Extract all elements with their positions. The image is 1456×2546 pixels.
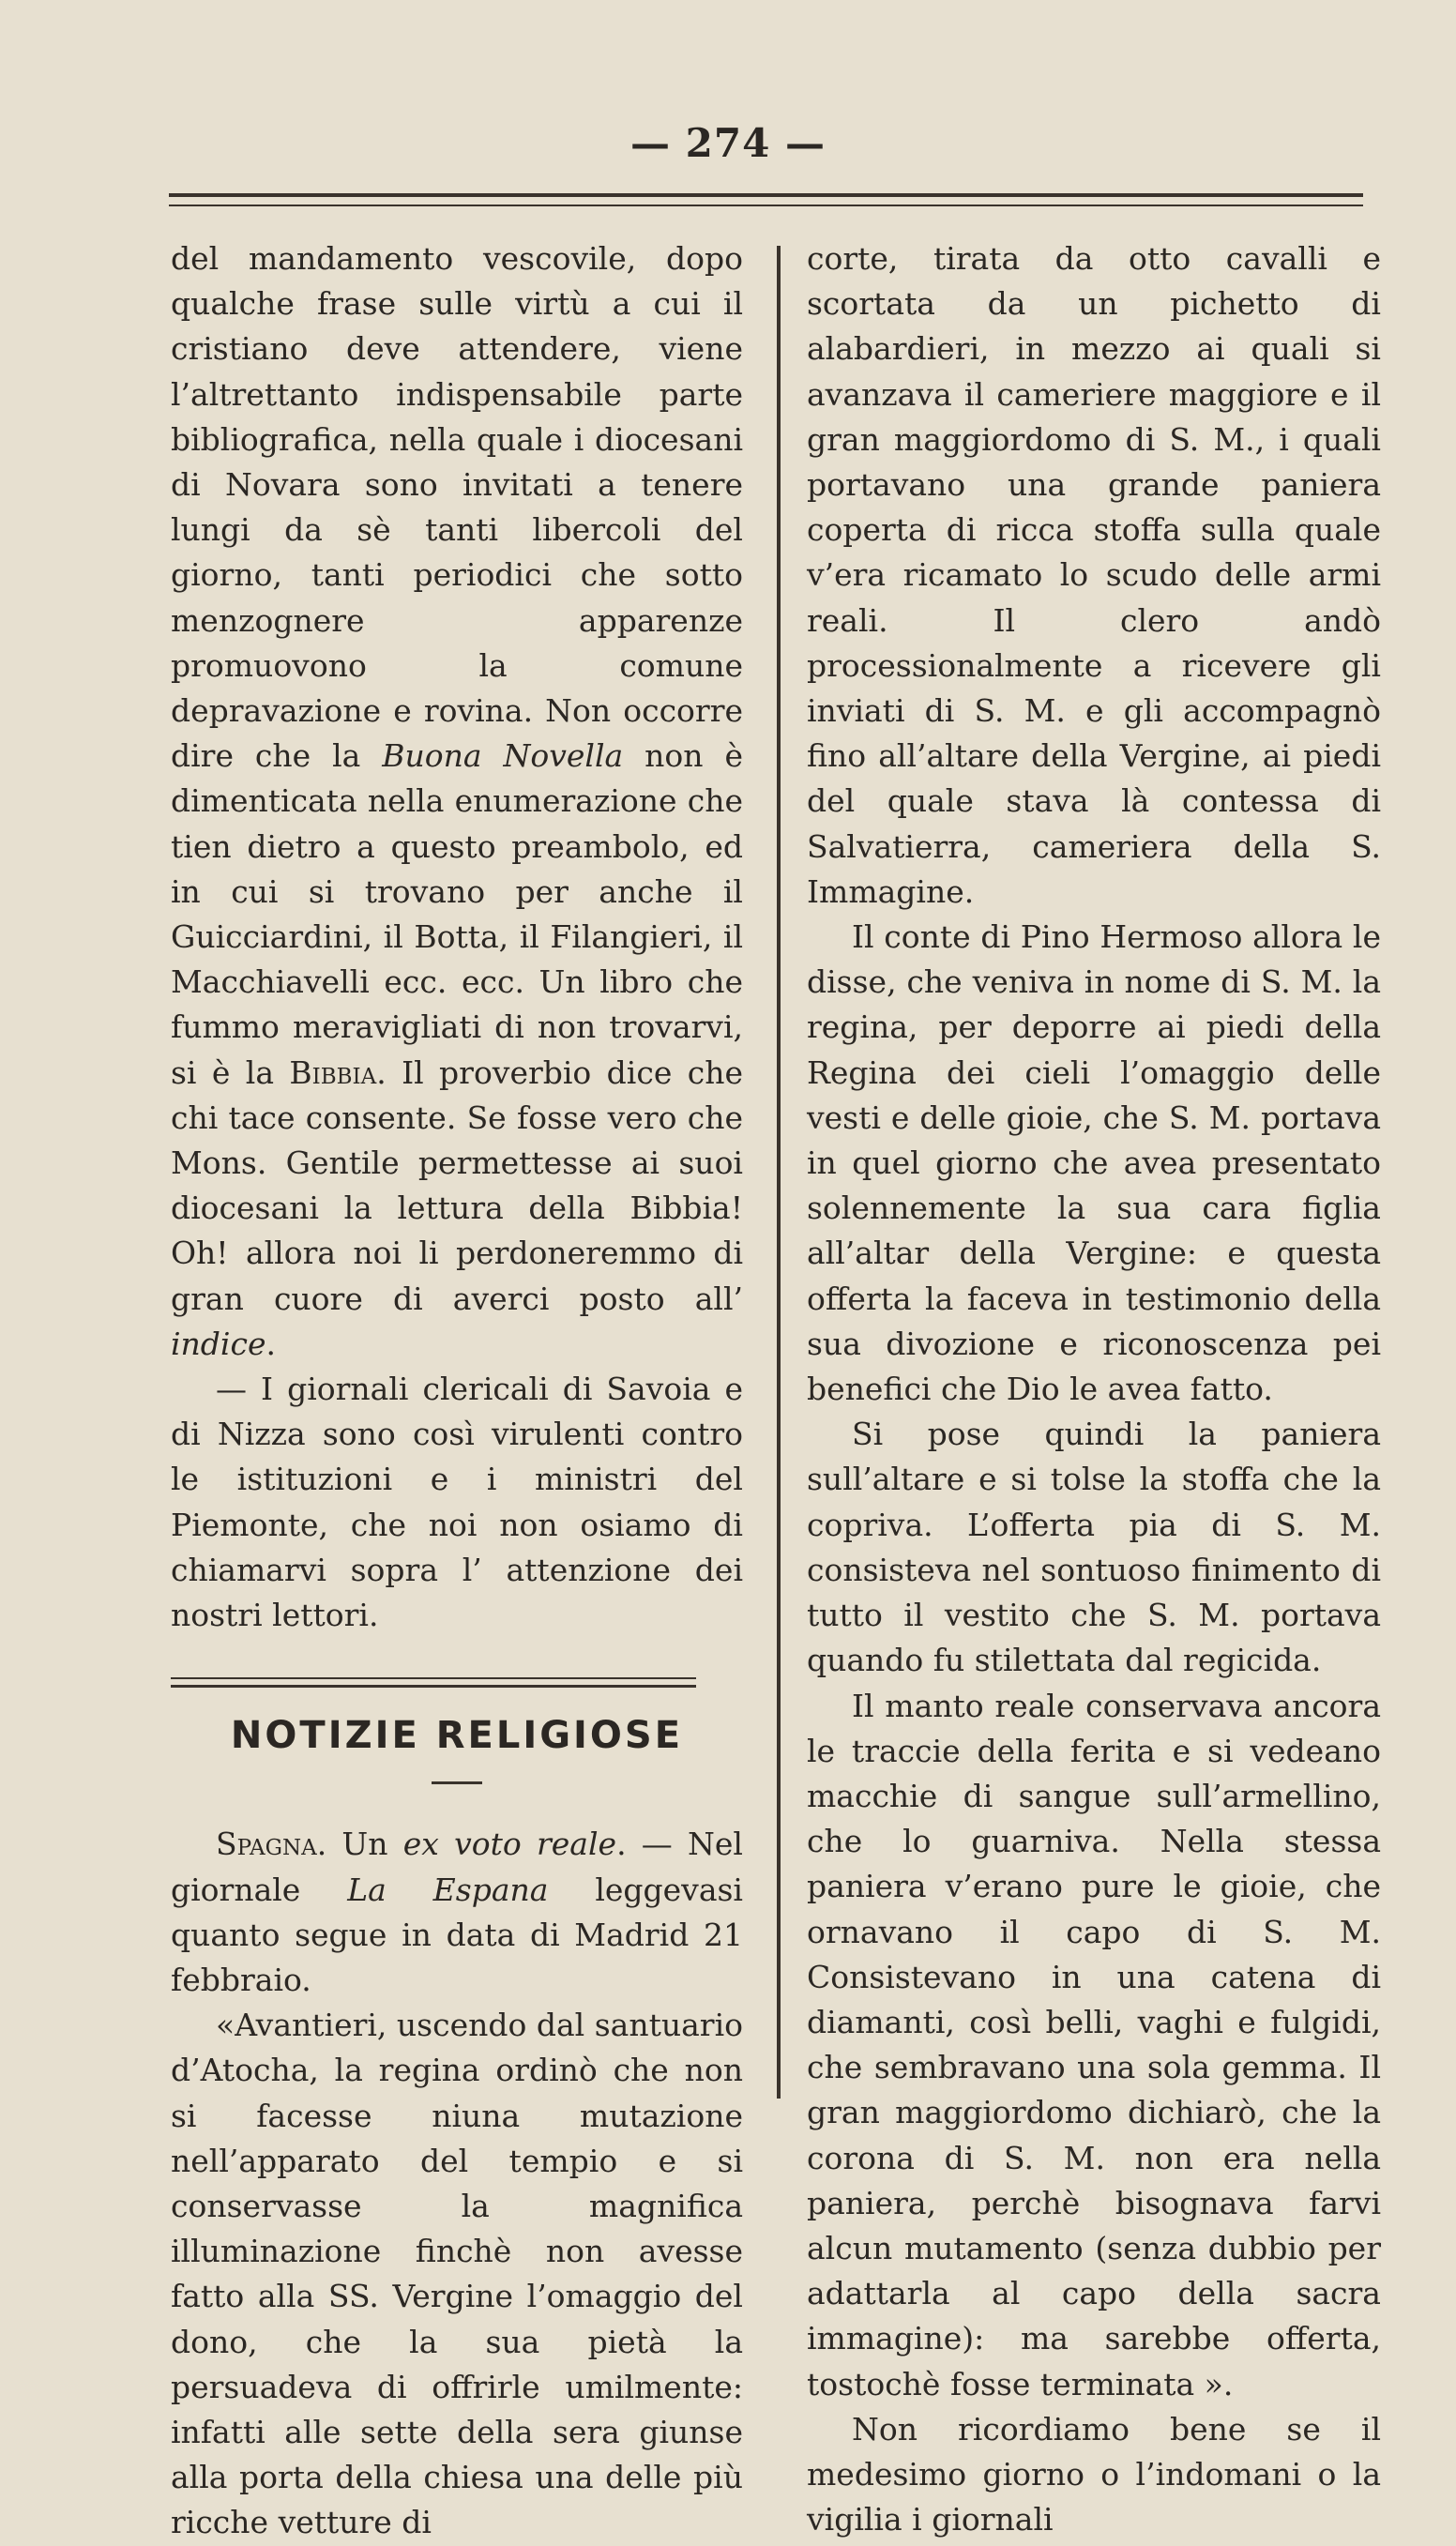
- header-double-rule: [169, 193, 1363, 206]
- left-paragraph-4: «Avantieri, uscendo dal santuario d’Atocha, la regina ordinò che non si facesse niuna mutazione nell’apparato del tempio e si conservasse la magnifica illuminazione finchè non avesse fatto alla SS. Vergine l’omaggio del dono, che la sua pietà la persuadeva di offrirle umilmente: infatti alle sette della sera giunse alla porta della chiesa una delle più ricche vetture di: [171, 2007, 743, 2541]
- left-paragraph-1: del mandamento vescovile, dopo qualche frase sulle virtù a cui il cristiano deve attendere, viene l’altrettanto indispensabile parte bibliografica, nella quale i diocesani di Novara sono invitati a tenere lungi da sè tanti libercoli del giorno, tanti periodici che sotto menzognere apparenze promuovono la comune depravazione e rovina. Non occorre dire che la Buona Novella non è dimenticata nella enumerazione che tien dietro a questo preambolo, ed in cui si trovano per anche il Guicciardini, il Botta, il Filangieri, il Macchiavelli ecc. ecc. Un libro che fummo meravigliati di non trovarvi, si è la Bibbia. Il proverbio dice che chi tace consente. Se fosse vero che Mons. Gentile permettesse ai suoi diocesani la lettura della Bibbia! Oh! allora noi li perdoneremmo di gran cuore di averci posto all’ indice.: [171, 240, 743, 1362]
- heading-short-rule: [432, 1781, 482, 1784]
- right-column: [807, 236, 1381, 2542]
- left-paragraph-3: Spagna. Un ex voto reale. — Nel giornale La Espana leggevasi quanto segue in data di Madrid 21 febbraio.: [171, 1826, 743, 1998]
- left-column: [171, 236, 743, 2546]
- right-paragraph-3: Si pose quindi la paniera sull’altare e si tolse la stoffa che la copriva. L’offerta pia di S. M. consisteva nel sontuoso finimento di tutto il vestito che S. M. portava quando fu stilettata dal regicida.: [807, 1416, 1381, 1679]
- section-heading: NOTIZIE RELIGIOSE: [230, 1714, 684, 1758]
- small-caps-bibbia: Bibbia: [289, 1053, 377, 1091]
- section-divider-rule: [171, 1677, 696, 1688]
- right-paragraph-2: Il conte di Pino Hermoso allora le disse, che veniva in nome di S. M. la regina, per deporre ai piedi della Regina dei cieli l’omaggio delle vesti e delle gioie, che S. M. portava in quel giorno che avea presentato solennemente la sua cara figlia all’altar della Vergine: e questa offerta la faceva in testimonio della sua divozione e riconoscenza pei benefici che Dio le avea fatto.: [807, 918, 1381, 1408]
- right-paragraph-1: corte, tirata da otto cavalli e scortata da un pichetto di alabardieri, in mezzo ai quali si avanzava il cameriere maggiore e il gran maggiordomo di S. M., i quali portavano una grande paniera coperta di ricca stoffa sulla quale v’era ricamato lo scudo delle armi reali. Il clero andò processionalmente a ricevere gli inviati di S. M. e gli accompagnò fino all’altare della Vergine, ai piedi del quale stava là contessa di Salvatierra, cameriera della S. Immagine.: [807, 240, 1381, 910]
- right-paragraph-4: Il manto reale conservava ancora le traccie della ferita e si vedeano macchie di sangue sull’armellino, che lo guarniva. Nella stessa paniera v’erano pure le gioie, che ornavano il capo di S. M. Consistevano in una catena di diamanti, così belli, vaghi e fulgidi, che sembravano una sola gemma. Il gran maggiordomo dichiarò, che la corona di S. M. non era nella paniera, perchè bisognava farvi alcun mutamento (senza dubbio per adattarla al capo della sacra immagine): ma sarebbe offerta, tostochè fosse terminata ».: [807, 1687, 1381, 2402]
- italic-la-espana: La Espana: [347, 1871, 549, 1908]
- italic-title-buona-novella: Buona Novella: [382, 737, 624, 775]
- left-paragraph-2: — I giornali clericali di Savoia e di Nizza sono così virulenti contro le istituzioni e i ministri del Piemonte, che noi non osiamo di chiamarvi sopra l’ attenzione dei nostri lettori.: [171, 1371, 743, 1634]
- italic-indice: indice: [171, 1325, 266, 1362]
- right-paragraph-5: Non ricordiamo bene se il medesimo giorno o l’indomani o la vigilia i giornali: [807, 2410, 1381, 2538]
- italic-ex-voto: ex voto reale: [402, 1826, 617, 1863]
- small-caps-spagna: Spagna: [216, 1826, 317, 1863]
- column-divider: [777, 246, 781, 2099]
- page-number: — 274 —: [630, 120, 826, 166]
